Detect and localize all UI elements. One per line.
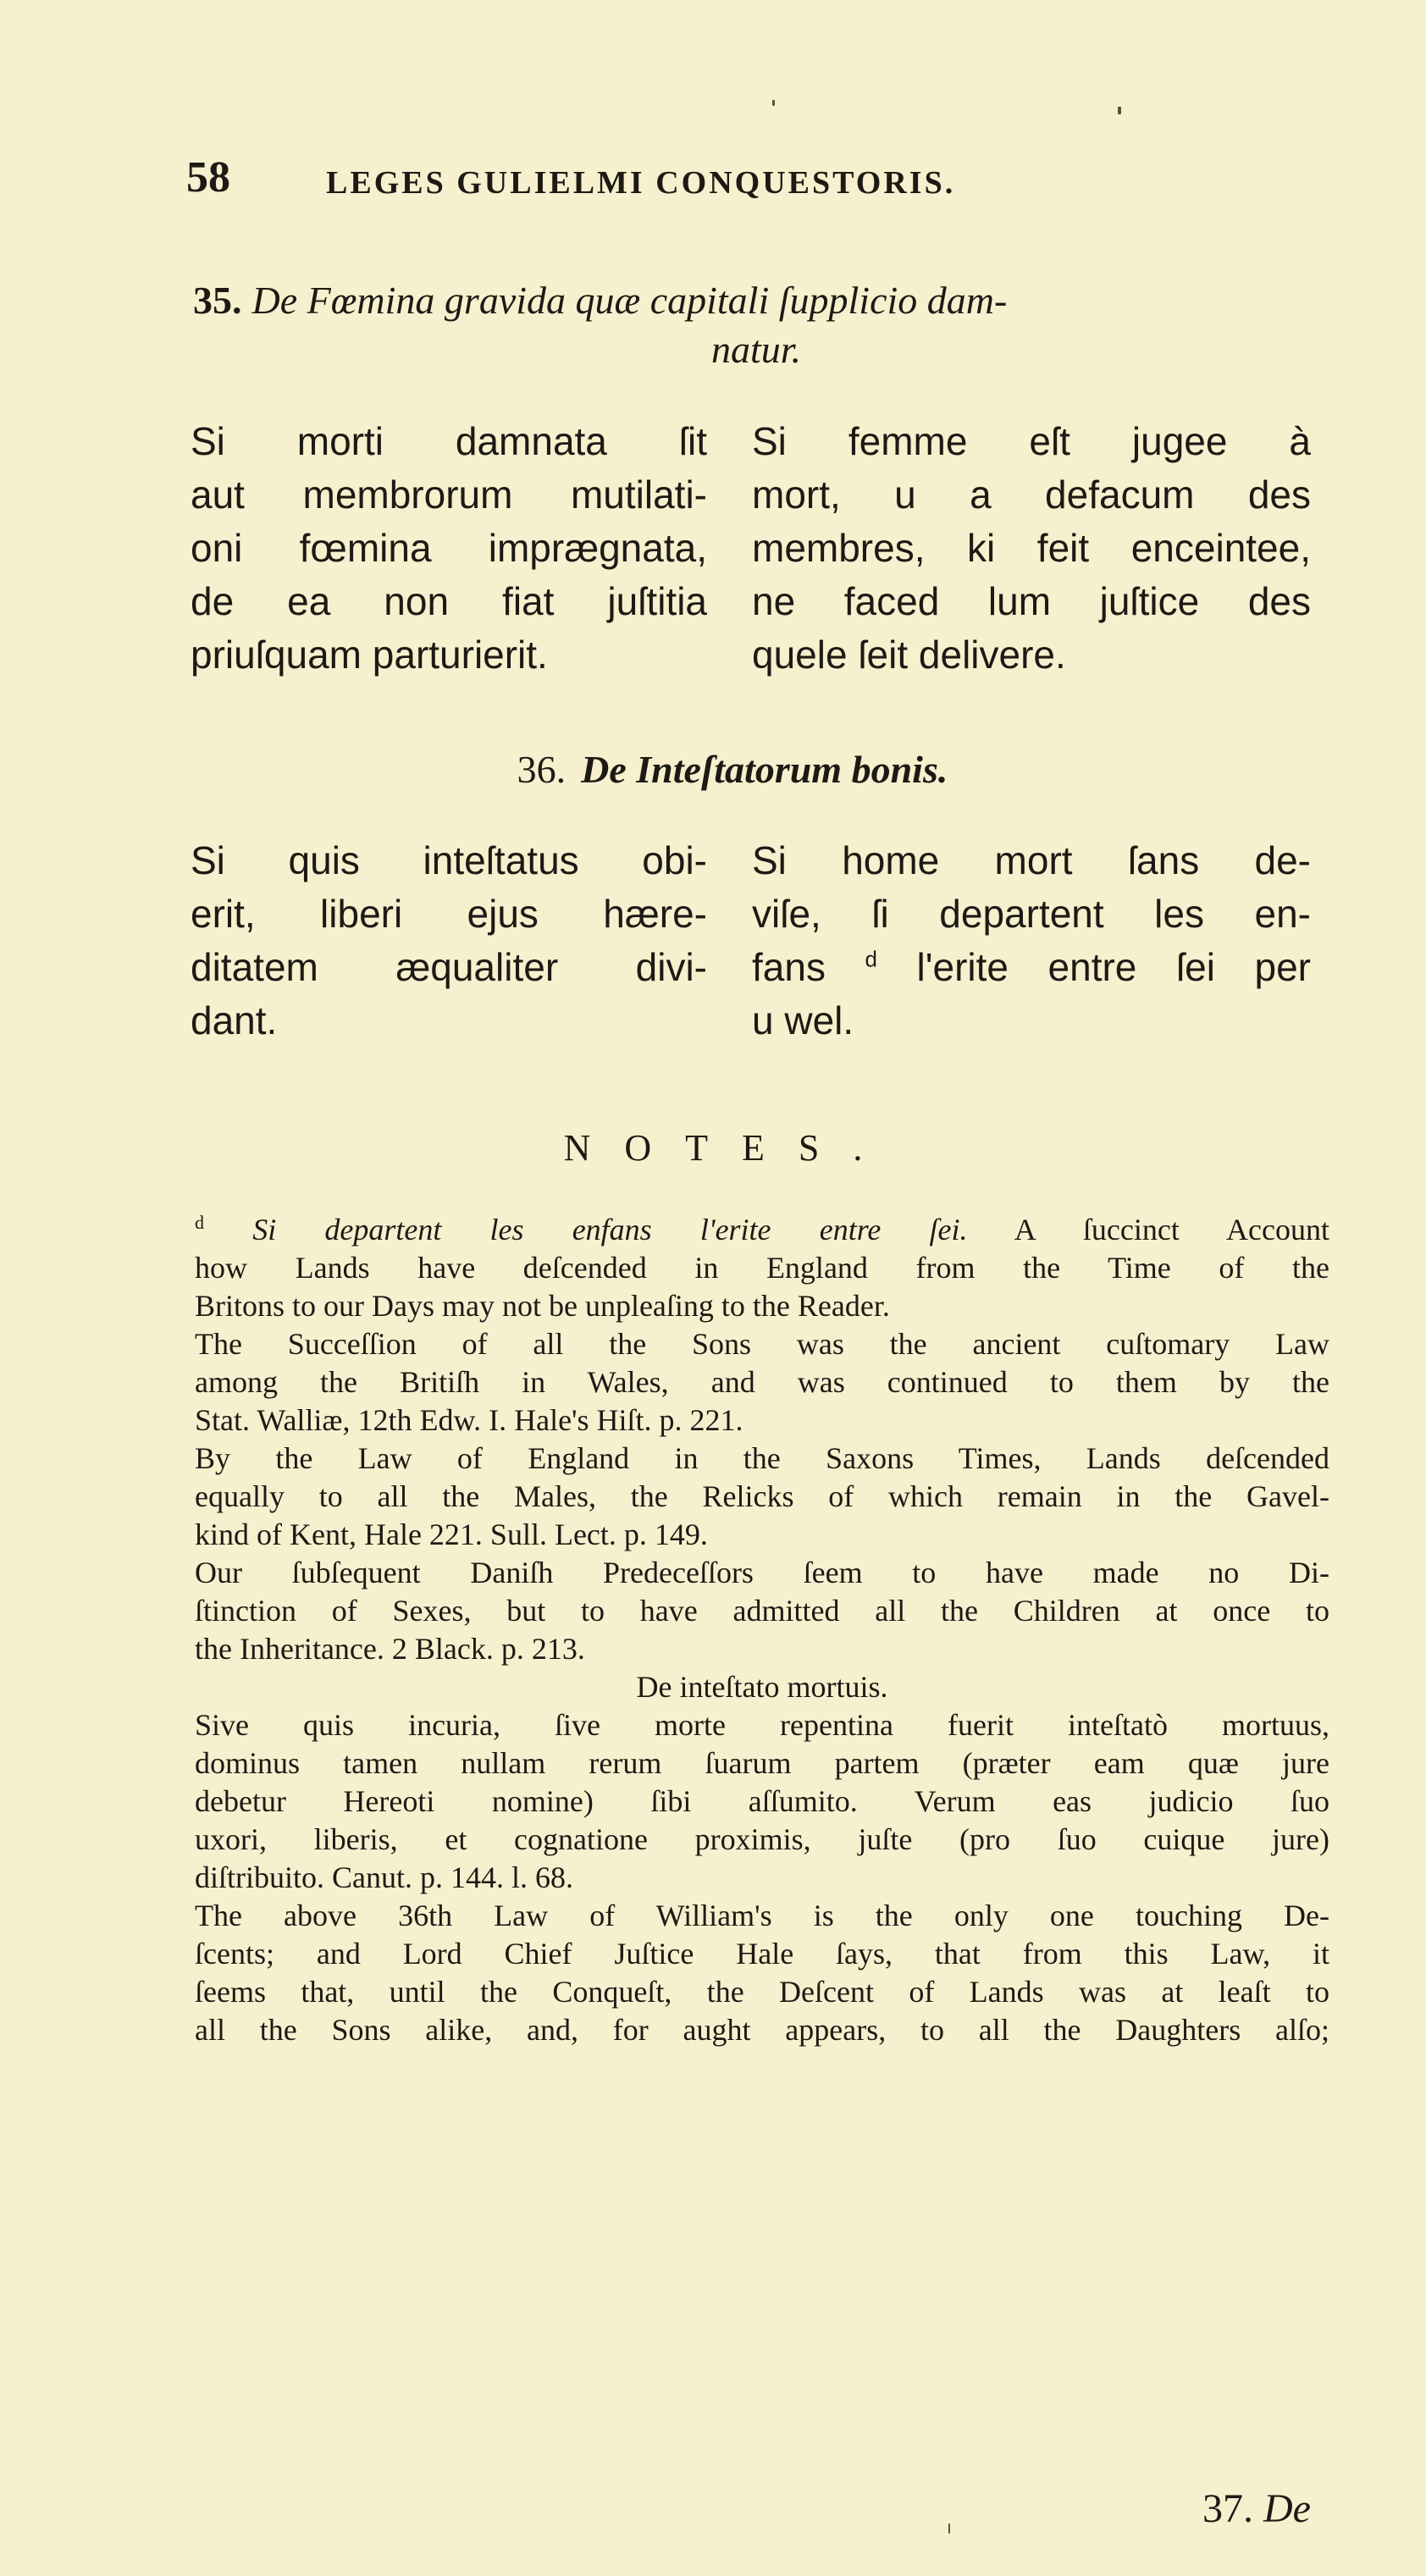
section-35-french-column: [752, 415, 1311, 682]
latin-line: Si morti damnata ſit: [191, 419, 707, 463]
notes-heading: NOTES.: [563, 1127, 897, 1169]
note-line: ſtinction of Sexes, but to have admitted all the Children at once to: [195, 1594, 1329, 1628]
french-line: mort, u a defacum des: [752, 473, 1311, 517]
footnote-mark: d: [195, 1212, 204, 1233]
running-title: LEGES GULIELMI CONQUESTORIS.: [326, 165, 956, 201]
latin-line: erit, liberi ejus hære-: [191, 892, 707, 936]
french-line: u wel.: [752, 998, 854, 1042]
note-line: the Inheritance. 2 Black. p. 213.: [195, 1632, 585, 1666]
note-subheading: De inteſtato mortuis.: [636, 1670, 888, 1704]
section-36-french-column: [752, 834, 1311, 1048]
note-line: By the Law of England in the Saxons Times, Lands deſcended: [195, 1441, 1329, 1475]
latin-line: ditatem æqualiter divi-: [191, 945, 707, 989]
latin-line: de ea non fiat juſtitia: [191, 579, 707, 623]
note-line: equally to all the Males, the Relicks of which remain in the Gavel-: [195, 1479, 1329, 1513]
note-line: Sive quis incuria, ſive morte repentina fuerit inteſtatò mortuus,: [195, 1708, 1329, 1742]
ink-speck: [772, 100, 775, 106]
french-line: Si femme eſt jugee à: [752, 419, 1311, 463]
latin-line: dant.: [191, 998, 278, 1042]
note-line: Britons to our Days may not be unpleaſing to the Reader.: [195, 1289, 890, 1323]
note-line: The Succeſſion of all the Sons was the ancient cuſtomary Law: [195, 1327, 1329, 1361]
latin-line: oni fœmina imprægnata,: [191, 526, 707, 570]
note-line: ſeems that, until the Conqueſt, the Deſcent of Lands was at leaſt to: [195, 1975, 1329, 2009]
footnote-ref-d[interactable]: d: [865, 946, 877, 972]
french-line: membres, ki feit enceintee,: [752, 526, 1311, 570]
section-35-latin-column: [191, 415, 707, 682]
french-line: ne faced lum juſtice des: [752, 579, 1311, 623]
note-line: ſcents; and Lord Chief Juſtice Hale ſays, that from this Law, it: [195, 1937, 1329, 1971]
notes-body: [195, 1211, 1329, 2049]
catchword-word: De: [1263, 2486, 1311, 2531]
section-35-number: 35.: [193, 279, 242, 322]
ink-speck: [948, 2523, 950, 2534]
latin-line: Si quis inteſtatus obi-: [191, 838, 707, 882]
page-number: 58: [186, 153, 230, 202]
section-36-heading: [169, 745, 1296, 794]
note-line: among the Britiſh in Wales, and was continued to them by the: [195, 1365, 1329, 1399]
note-line: how Lands have deſcended in England from the Time of the: [195, 1251, 1329, 1285]
ink-speck: [1118, 107, 1121, 114]
note-line: diſtribuito. Canut. p. 144. l. 68.: [195, 1860, 573, 1894]
section-36-title: De Inteſtatorum bonis.: [581, 748, 948, 791]
section-35-title-line1: De Fœmina gravida quæ capitali ſupplicio dam-: [251, 279, 1008, 322]
section-36-number: 36.: [517, 748, 567, 791]
french-line-with-ref: [752, 941, 1311, 994]
note-line: uxori, liberis, et cognatione proximis, juſte (pro ſuo cuique jure): [195, 1822, 1329, 1856]
latin-line: aut membrorum mutilati-: [191, 473, 707, 517]
note-line: Stat. Walliæ, 12th Edw. I. Hale's Hiſt. p. 221.: [195, 1403, 743, 1437]
latin-line: priuſquam parturierit.: [191, 633, 548, 677]
note-line: all the Sons alike, and, for aught appears, to all the Daughters alſo;: [195, 2013, 1329, 2047]
note-line: kind of Kent, Hale 221. Sull. Lect. p. 149.: [195, 1517, 708, 1551]
catchword: [1202, 2485, 1311, 2532]
section-35-title-line2: natur.: [710, 328, 802, 371]
french-line: viſe, ſi departent les en-: [752, 892, 1311, 936]
section-35-heading: [193, 276, 1294, 374]
note-line: Our ſubſequent Daniſh Predeceſſors ſeem to have made no Di-: [195, 1556, 1329, 1589]
note-line: A ſuccinct Account: [967, 1213, 1329, 1247]
section-36-latin-column: [191, 834, 707, 1048]
note-line: The above 36th Law of William's is the only one touching De-: [195, 1899, 1329, 1932]
note-line: dominus tamen nullam rerum ſuarum partem (præter eam quæ jure: [195, 1746, 1329, 1780]
french-line: Si home mort ſans de-: [752, 838, 1311, 882]
catchword-number: 37.: [1202, 2486, 1253, 2531]
running-head: [169, 152, 1262, 212]
french-line-rest: l'erite entre ſei per: [876, 945, 1311, 989]
note-line: debetur Hereoti nomine) ſibi aſſumito. Verum eas judicio ſuo: [195, 1784, 1329, 1818]
french-word: fans: [752, 945, 826, 989]
footnote-lemma: Si departent les enfans l'erite entre ſei.: [252, 1213, 968, 1247]
french-line: quele ſeit delivere.: [752, 633, 1066, 677]
note-line-first: [195, 1211, 1329, 1249]
